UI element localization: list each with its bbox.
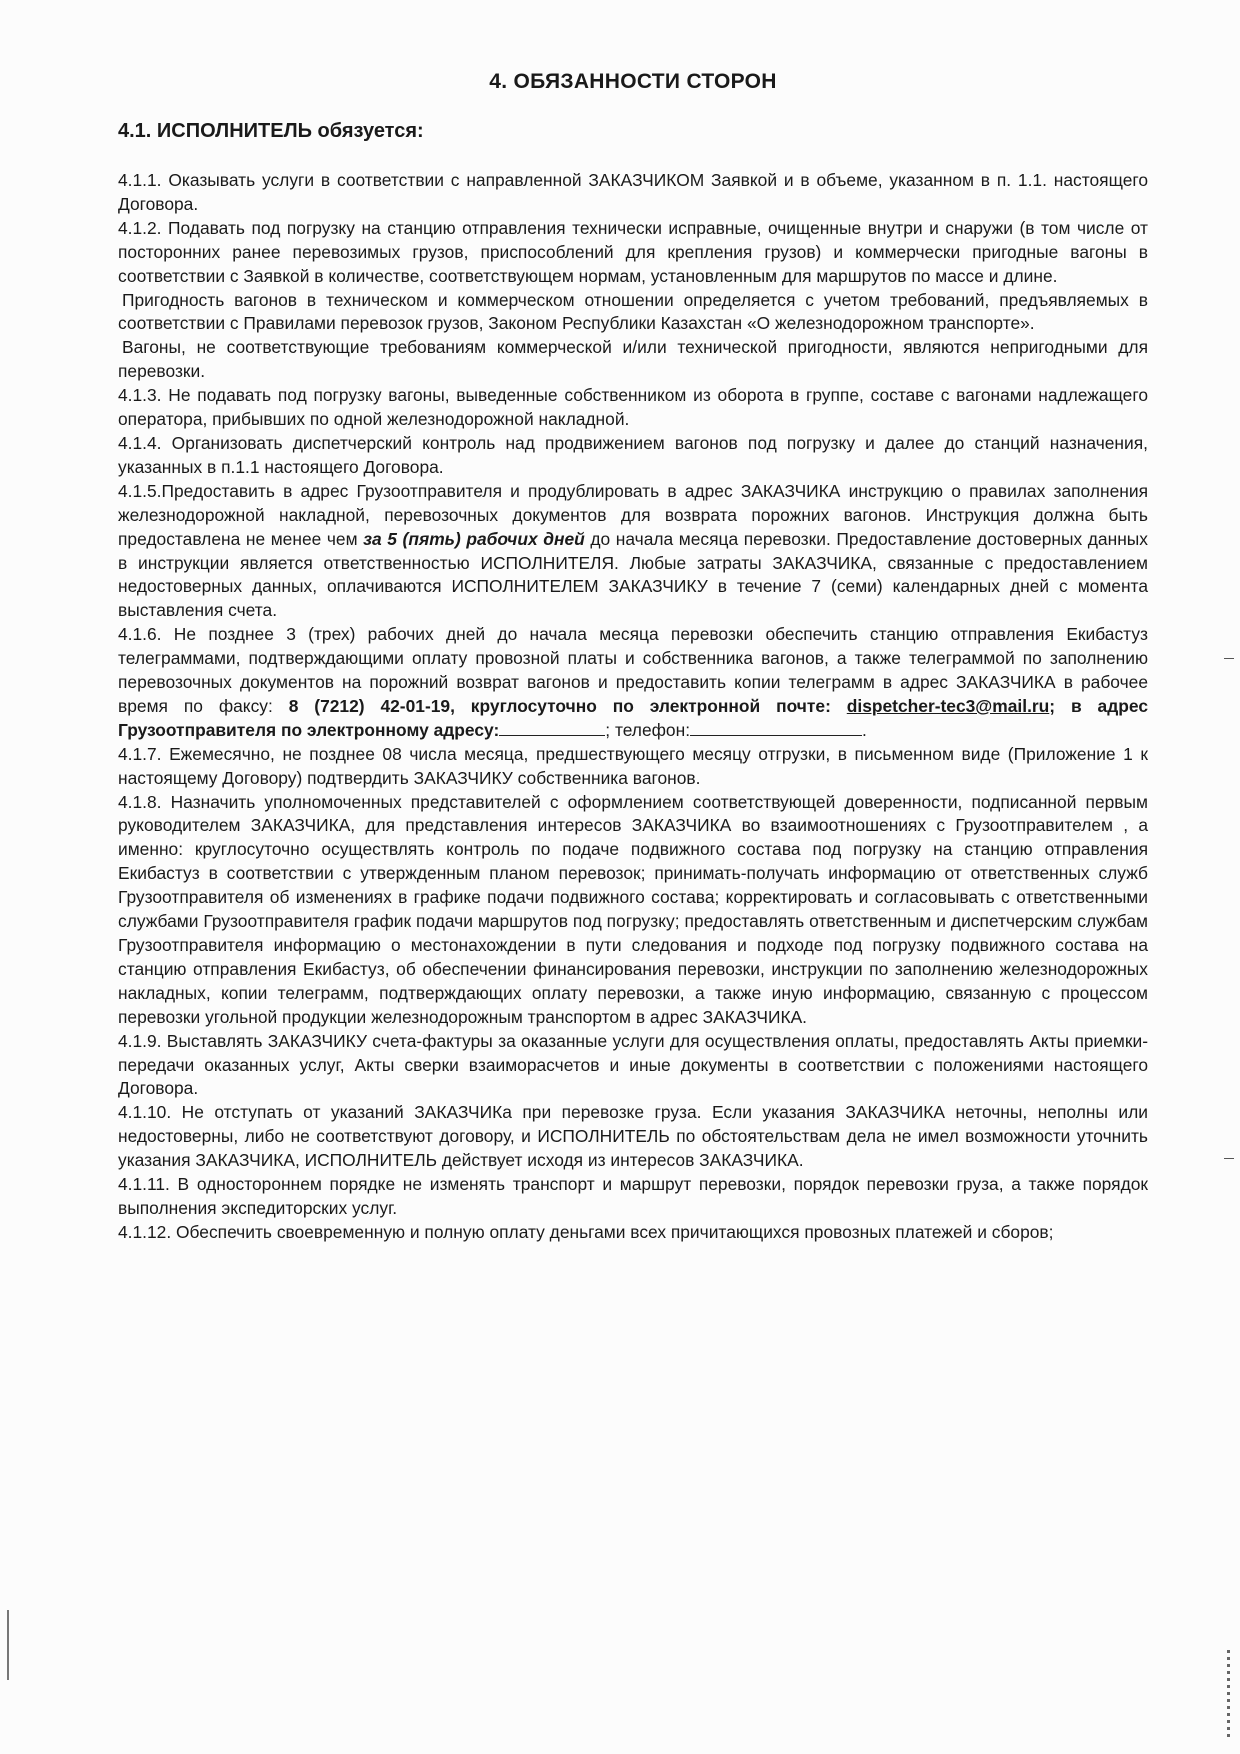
clause-4-1-6-shipper-email-label: ; в адрес Грузоотправителя по электронному адресу: bbox=[118, 695, 1149, 740]
clause-4-1-2-suitability: Пригодность вагонов в техническом и коммерческом отношении определяется с учетом требований, предъявляемых в соответствии с Правилами перевозок грузов, Законом Республики Казахстан «О железнодорожном транспорте». bbox=[118, 289, 1148, 334]
document-body bbox=[118, 70, 1148, 1245]
section-title: 4. ОБЯЗАННОСТИ СТОРОН bbox=[489, 70, 777, 93]
clause-4-1-6-text: 4.1.6. Не позднее 3 (трех) рабочих дней до начала месяца перевозки обеспечить станцию отправления Екибастуз телеграммами, подтверждающими оплату провозной платы и собственника вагонов, а также телеграммой по заполнению перевозочных документов на порожний возврат вагонов и предоставить копии телеграмм в адрес ЗАКАЗЧИКА в рабочее время по факсу: bbox=[118, 624, 1148, 716]
clause-4-1-5-text: 4.1.5.Предоставить в адрес Грузоотправителя и продублировать в адрес ЗАКАЗЧИКА инструкцию о правилах заполнения железнодорожной накладной, перевозочных документов для возврата порожних вагонов. Инструкция должна быть предоставлена не менее чем bbox=[118, 480, 1148, 549]
clause-4-1-2-unsuitable: Вагоны, не соответствующие требованиям коммерческой и/или технической пригодности, являются непригодными для перевозки. bbox=[118, 337, 1148, 382]
clause-4-1-10: 4.1.10. Не отступать от указаний ЗАКАЗЧИКа при перевозке груза. Если указания ЗАКАЗЧИКА неточны, неполны или недостоверны, либо не соответствуют договору, и ИСПОЛНИТЕЛЬ по обстоятельствам дела не имел возможности уточнить указания ЗАКАЗЧИКА, ИСПОЛНИТЕЛЬ действует исходя из интересов ЗАКАЗЧИКА. bbox=[118, 1102, 1148, 1171]
shipper-email-blank[interactable] bbox=[499, 719, 605, 736]
clause-4-1-11: 4.1.11. В одностороннем порядке не изменять транспорт и маршрут перевозки, порядок перевозки груза, а также порядок выполнения экспедиторских услуг. bbox=[118, 1174, 1148, 1218]
scan-edge-mark bbox=[1224, 658, 1234, 659]
clause-4-1-12: 4.1.12. Обеспечить своевременную и полную оплату деньгами всех причитающихся провозных платежей и сборов; bbox=[118, 1221, 1054, 1242]
scan-border-line bbox=[7, 1610, 9, 1680]
clause-4-1-8: 4.1.8. Назначить уполномоченных представителей с оформлением соответствующей доверенности, подписанной первым руководителем ЗАКАЗЧИКА, для представления интересов ЗАКАЗЧИКА во взаимоотношениях с Грузоотправителем , а именно: круглосуточно осуществлять контроль по подаче подвижного состава под погрузку на станцию отправления Екибастуз в соответствии с утвержденным планом перевозок; принимать-получать информацию от ответственных служб Грузоотправителя об изменениях в графике подачи подвижного состава; корректировать и согласовывать с ответственными службами Грузоотправителя график подачи маршрутов под погрузку; предоставлять ответственным и диспетчерским службам Грузоотправителя информацию о местонахождении в пути следования и подходе под погрузку подвижного состава на станцию отправления Екибастуз, об обеспечении финансирования перевозки, инструкции по заполнению железнодорожных накладных, копии телеграмм, подтверждающих оплату перевозки, а также иную информацию, связанную с процессом перевозки угольной продукции железнодорожным транспортом в адрес ЗАКАЗЧИКА. bbox=[118, 791, 1148, 1027]
clause-4-1-6-phone-label: ; телефон: bbox=[605, 719, 691, 740]
clause-4-1-2: 4.1.2. Подавать под погрузку на станцию отправления технически исправные, очищенные внутри и снаружи (в том числе от посторонних ранее перевозимых грузов, приспособлений для крепления грузов) и коммерчески пригодные вагоны в соответствии с Заявкой в количестве, соответствующем нормам, установленным для маршрутов по массе и длине. bbox=[118, 217, 1148, 286]
clause-4-1-1: 4.1.1. Оказывать услуги в соответствии с направленной ЗАКАЗЧИКОМ Заявкой и в объеме, указанном в п. 1.1. настоящего Договора. bbox=[118, 170, 1148, 214]
scan-border-ticks bbox=[1227, 1650, 1230, 1740]
subsection-title: 4.1. ИСПОЛНИТЕЛЬ обязуется: bbox=[118, 120, 424, 142]
clause-4-1-5 bbox=[118, 480, 1148, 623]
clause-4-1-3: 4.1.3. Не подавать под погрузку вагоны, выведенные собственником из оборота в группе, составе с вагонами надлежащего оператора, прибывших по одной железнодорожной накладной. bbox=[118, 385, 1148, 430]
scan-edge-mark bbox=[1224, 1158, 1234, 1159]
shipper-phone-blank[interactable] bbox=[690, 719, 862, 736]
clause-4-1-5-text-end: до начала месяца перевозки. Предоставление достоверных данных в инструкции является ответственностью ИСПОЛНИТЕЛЯ. Любые затраты ЗАКАЗЧИКА, связанные с предоставлением недостоверных данных, оплачиваются ИСПОЛНИТЕЛЕМ ЗАКАЗЧИКУ в течение 7 (семи) календарных дней с момента выставления счета. bbox=[118, 528, 1148, 621]
clause-4-1-7: 4.1.7. Ежемесячно, не позднее 08 числа месяца, предшествующего месяцу отгрузки, в письменном виде (Приложение 1 к настоящему Договору) подтвердить ЗАКАЗЧИКУ собственника вагонов. bbox=[118, 743, 1148, 788]
clause-4-1-4: 4.1.4. Организовать диспетчерский контроль над продвижением вагонов под погрузку и далее до станций назначения, указанных в п.1.1 настоящего Договора. bbox=[118, 432, 1148, 477]
clause-4-1-6 bbox=[118, 623, 1148, 743]
clause-4-1-6-end: . bbox=[862, 719, 867, 740]
clause-4-1-5-deadline: за 5 (пять) рабочих дней bbox=[363, 528, 585, 549]
email-link[interactable]: dispetcher-tec3@mail.ru bbox=[846, 695, 1050, 716]
clause-4-1-6-contacts: 8 (7212) 42-01-19, круглосуточно по электронной почте: bbox=[288, 695, 847, 716]
clause-4-1-9: 4.1.9. Выставлять ЗАКАЗЧИКУ счета-фактуры за оказанные услуги для осуществления оплаты, предоставлять Акты приемки-передачи оказанных услуг, Акты сверки взаиморасчетов и иные документы в соответствии с положениями настоящего Договора. bbox=[118, 1030, 1148, 1099]
